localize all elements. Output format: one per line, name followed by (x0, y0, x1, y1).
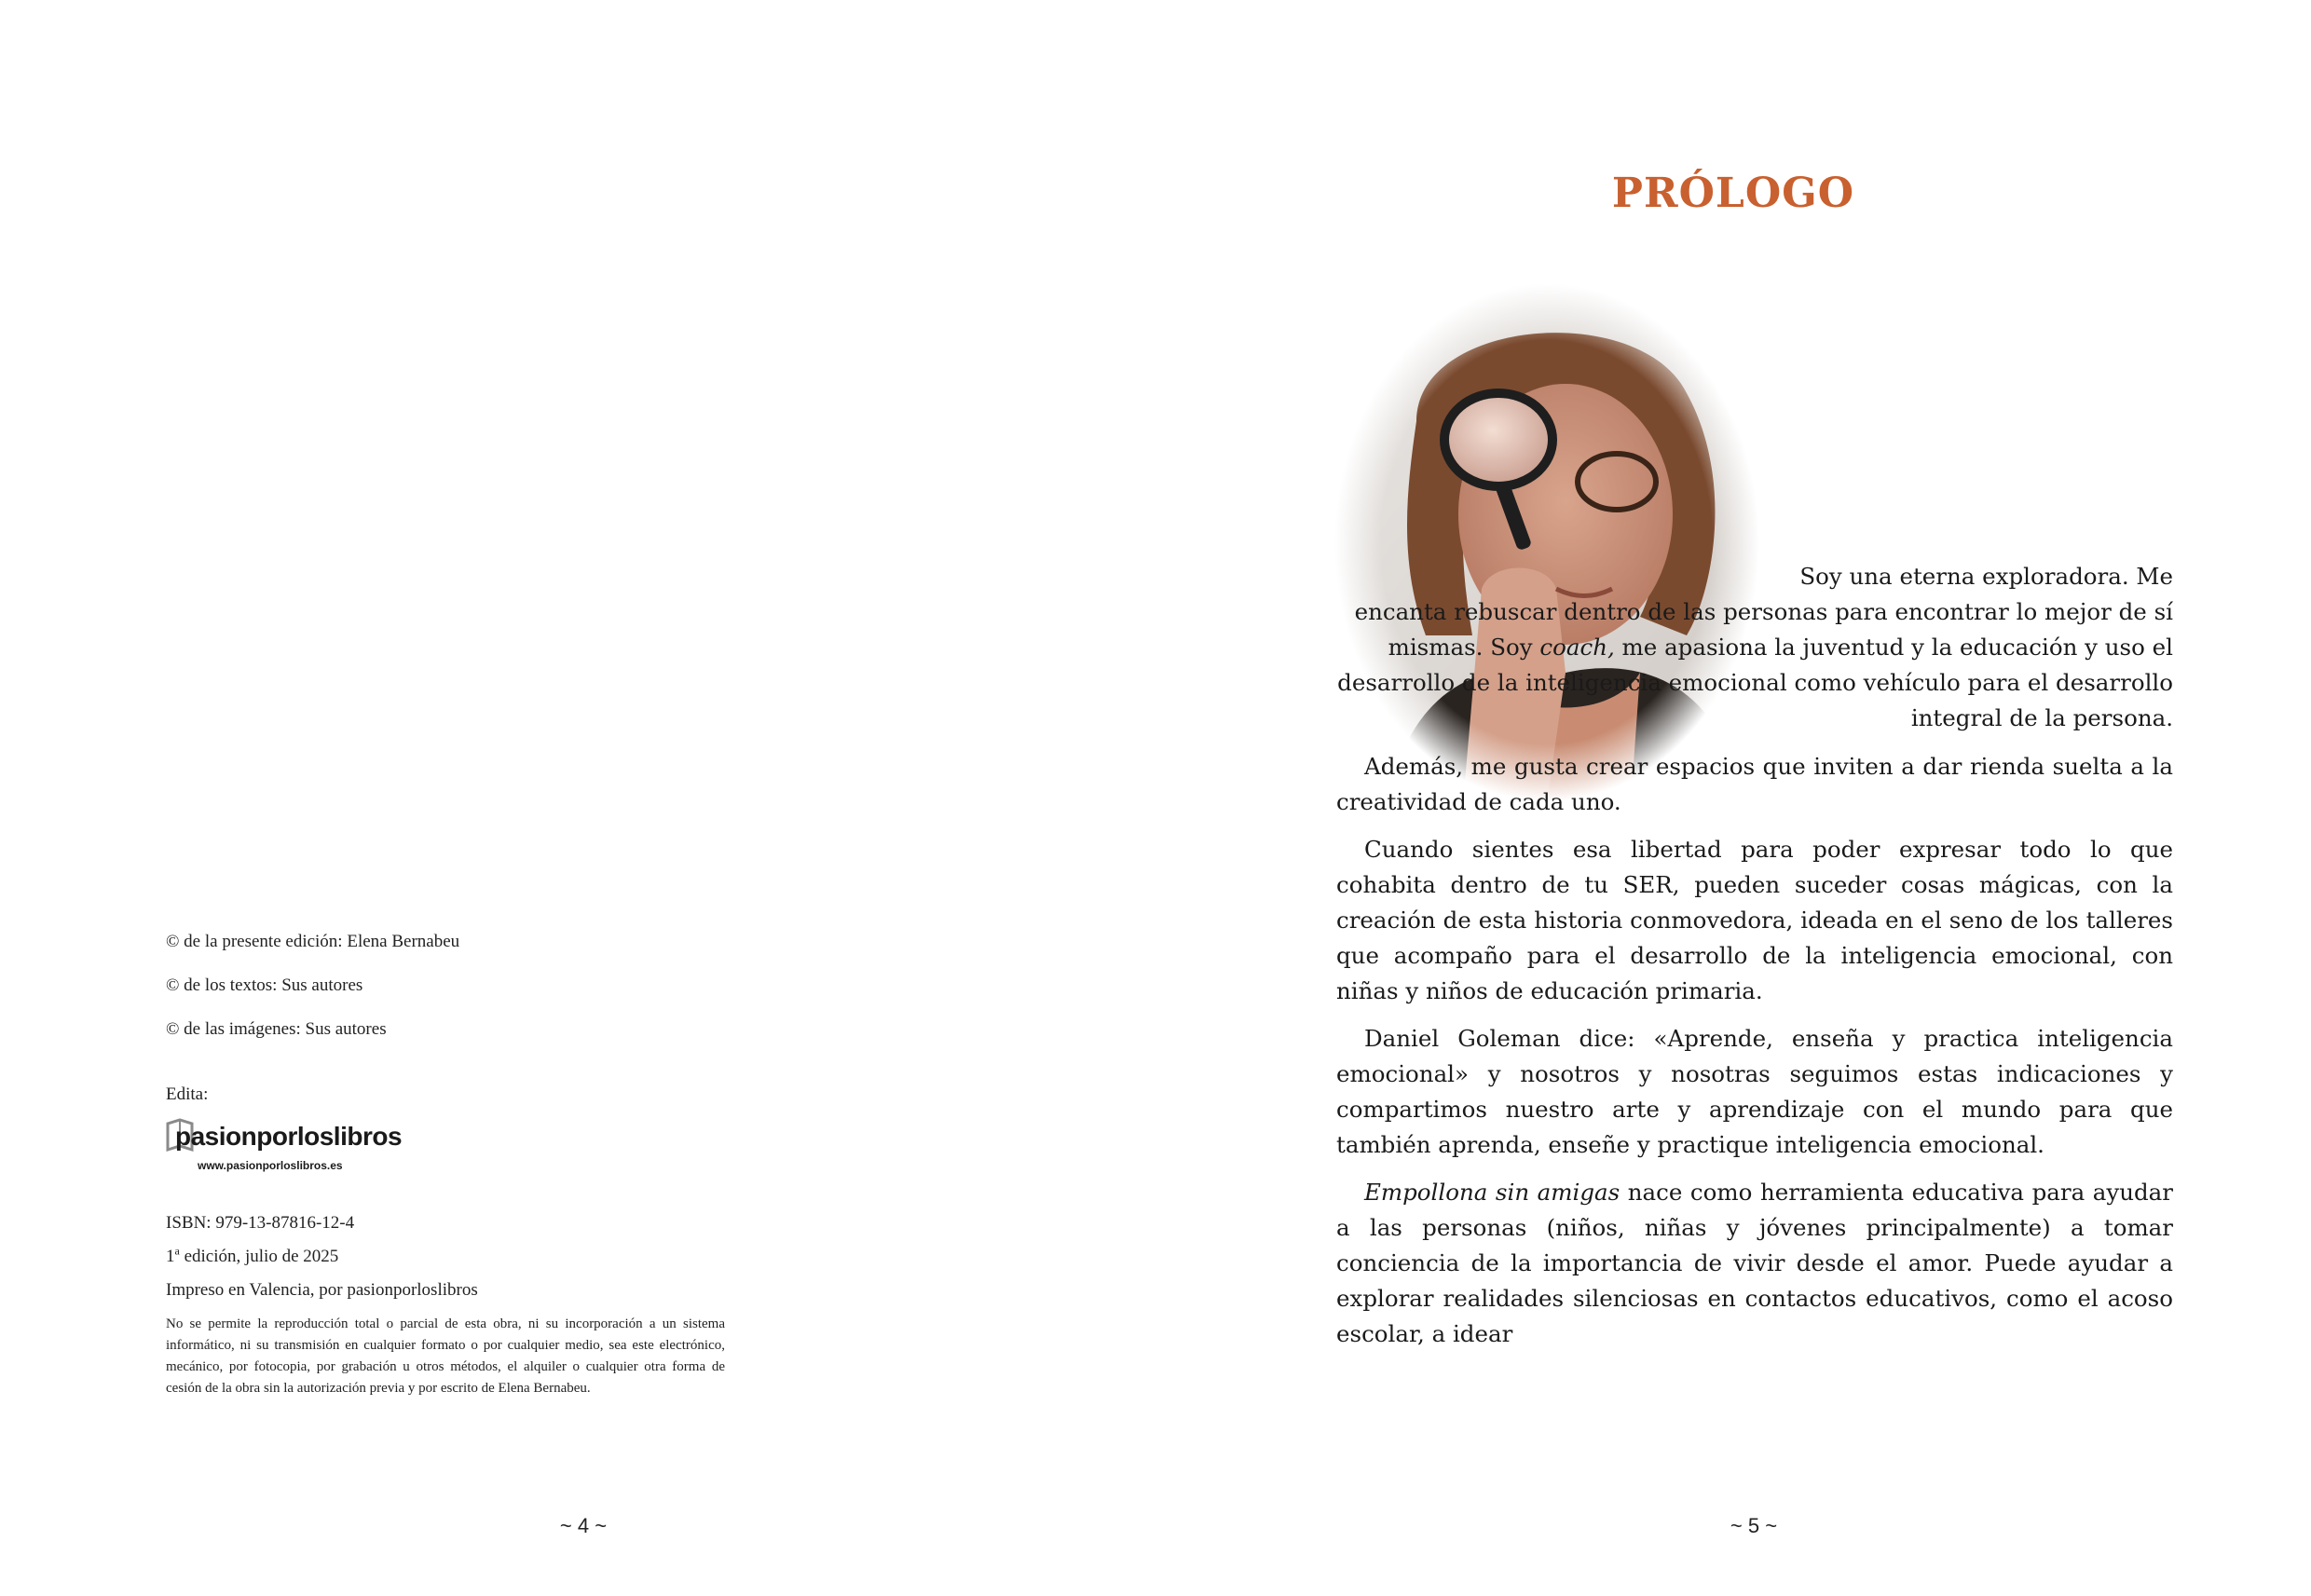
legal-notice: No se permite la reproducción total o parcial de esta obra, ni su incorporación a un sistema informático, ni su transmisión en cualquier formato o por cualquier medio, sea este electrónico, mecánico, por fotocopia, por grabación u otros métodos, el alquiler o cualquier otra forma de cesión de la obra sin la autorización previa y por escrito de Elena Bernabeu. (166, 1316, 725, 1396)
paragraph-4: Daniel Goleman dice: «Aprende, enseña y practica inteligencia emocional» y nosotros y nosotras seguimos estas indicaciones y compartimos nuestro arte y aprendizaje con el mundo para que también aprenda, enseñe y practique inteligencia emocional. (1336, 1025, 2173, 1158)
intro-paragraph (1336, 559, 2173, 736)
intro-before: Soy una eterna exploradora. Me encanta rebuscar dentro de las personas para encontrar lo mejor de sí mismas. Soy (1354, 563, 2173, 661)
paragraph-5 (1336, 1175, 2173, 1352)
edition-date (166, 1244, 725, 1267)
isbn: ISBN: 979-13-87816-12-4 (166, 1213, 355, 1233)
photo-wrap-spacer (1336, 280, 1774, 578)
credit-images: © de las imágenes: Sus autores (166, 1019, 387, 1039)
credit-texts: © de los textos: Sus autores (166, 975, 363, 995)
page-number-left: ~ 4 ~ (559, 1514, 608, 1537)
prologue-text (1336, 559, 2173, 1352)
edita-label: Edita: (166, 1084, 209, 1104)
edition-number: 1 (166, 1247, 175, 1266)
paragraph-5-rest: nace como herramienta educativa para ayudar a las personas (niños, niñas y jóvenes principalmente) a tomar conciencia de la importancia de vivir desde el amor. Puede ayudar a explorar realidades silenciosas en contactos educativos, como el acoso escolar, a idear (1336, 1179, 2173, 1347)
edition-rest: edición, julio de 2025 (179, 1247, 339, 1266)
credits-block (166, 932, 725, 1399)
publisher-name: pasionporloslibros (175, 1122, 403, 1151)
page-number-right: ~ 5 ~ (1730, 1514, 1778, 1537)
publisher-logo (166, 1112, 403, 1178)
page-title: PRÓLOGO (1611, 170, 1855, 217)
intro-after: me apasiona la juventud y la educación y uso el desarrollo de la inteligencia emocional como vehículo para el desarrollo integral de la persona. (1337, 634, 2173, 731)
book-title: Empollona sin amigas (1364, 1179, 1620, 1206)
publisher-url: www.pasionporloslibros.es (198, 1159, 343, 1172)
paragraph-2: Además, me gusta crear espacios que inviten a dar rienda suelta a la creatividad de cada uno. (1336, 753, 2173, 815)
edition-info (166, 1213, 725, 1301)
printed-info: Impreso en Valencia, por pasionporloslibros (166, 1280, 478, 1300)
paragraph-3: Cuando sientes esa libertad para poder expresar todo lo que cohabita dentro de tu SER, pueden suceder cosas mágicas, con la creación de esta historia conmovedora, ideada en el seno de los talleres que acompaño para el desarrollo de la inteligencia emocional, con niñas y niños de educación primaria. (1336, 836, 2173, 1004)
edition-ordinal: a (174, 1244, 180, 1258)
intro-italic: coach, (1539, 634, 1615, 661)
credit-edition: © de la presente edición: Elena Bernabeu (166, 932, 460, 951)
